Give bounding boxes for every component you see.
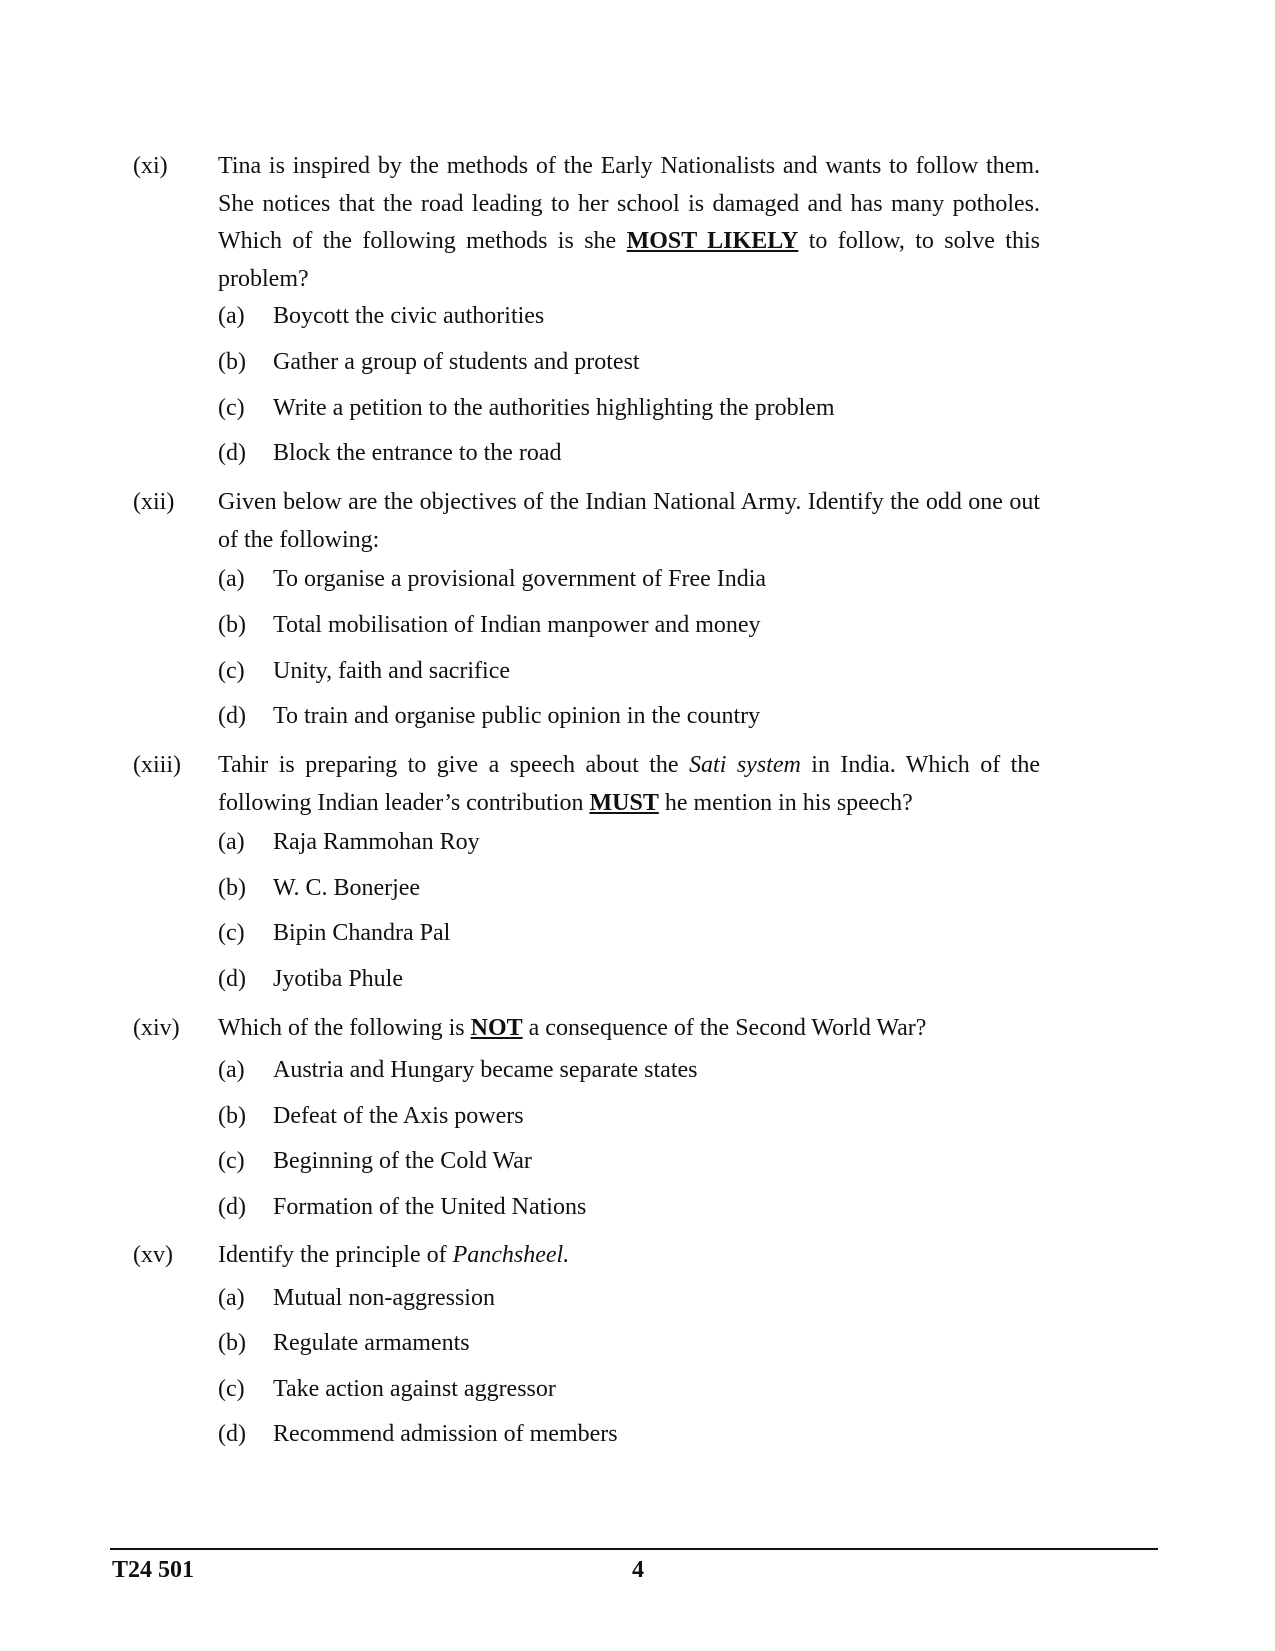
question-text: Tina is inspired by the methods of the Early Nationalists and wants to follow them. She notices that the road leading to her school is damaged and has many potholes. Which of the following methods is she MOST LIKELY to follow, to solve this problem? — [218, 153, 1040, 292]
question-number: (xi) — [133, 153, 168, 179]
option-d: (d) Block the entrance to the road — [218, 440, 562, 466]
option-c: (c) Bipin Chandra Pal — [218, 920, 451, 946]
option-b: (b) Regulate armaments — [218, 1330, 470, 1356]
option-b: (b) W. C. Bonerjee — [218, 875, 421, 901]
option-b: (b) Gather a group of students and protest — [218, 349, 640, 375]
option-a: (a) Boycott the civic authorities — [218, 303, 545, 329]
emphasis-most-likely: MOST LIKELY — [626, 228, 799, 254]
option-a: (a) To organise a provisional government of Free India — [218, 566, 767, 592]
question-text: Given below are the objectives of the Indian National Army. Identify the odd one out of the following: — [218, 489, 1040, 553]
emphasis-sati-system: Sati system — [689, 752, 801, 778]
option-d: (d) Jyotiba Phule — [218, 966, 403, 992]
option-b: (b) Total mobilisation of Indian manpower and money — [218, 612, 761, 638]
footer-divider — [110, 1548, 1158, 1550]
option-a: (a) Mutual non-aggression — [218, 1285, 495, 1311]
option-d: (d) Recommend admission of members — [218, 1421, 618, 1447]
question-text: Tahir is preparing to give a speech about the Sati system in India. Which of the following Indian leader’s contribution MUST he mention in his speech? — [218, 752, 1040, 816]
question-number: (xiii) — [133, 752, 181, 778]
page-number: 4 — [632, 1557, 644, 1583]
option-a: (a) Austria and Hungary became separate states — [218, 1057, 698, 1083]
emphasis-must: MUST — [589, 789, 659, 816]
option-c: (c) Take action against aggressor — [218, 1376, 556, 1402]
option-c: (c) Unity, faith and sacrifice — [218, 658, 511, 684]
question-number: (xii) — [133, 489, 175, 515]
question-text: Identify the principle of Panchsheel. — [218, 1242, 570, 1268]
option-d: (d) Formation of the United Nations — [218, 1194, 587, 1220]
question-text: Which of the following is NOT a consequence of the Second World War? — [218, 1015, 927, 1041]
option-c: (c) Write a petition to the authorities highlighting the problem — [218, 395, 835, 421]
question-number: (xiv) — [133, 1015, 180, 1041]
question-number: (xv) — [133, 1242, 173, 1268]
paper-code: T24 501 — [112, 1557, 195, 1583]
option-b: (b) Defeat of the Axis powers — [218, 1103, 524, 1129]
emphasis-not: NOT — [470, 1015, 523, 1041]
option-d: (d) To train and organise public opinion in the country — [218, 703, 761, 729]
emphasis-panchsheel: Panchsheel. — [452, 1242, 570, 1268]
option-c: (c) Beginning of the Cold War — [218, 1148, 532, 1174]
option-a: (a) Raja Rammohan Roy — [218, 829, 480, 855]
